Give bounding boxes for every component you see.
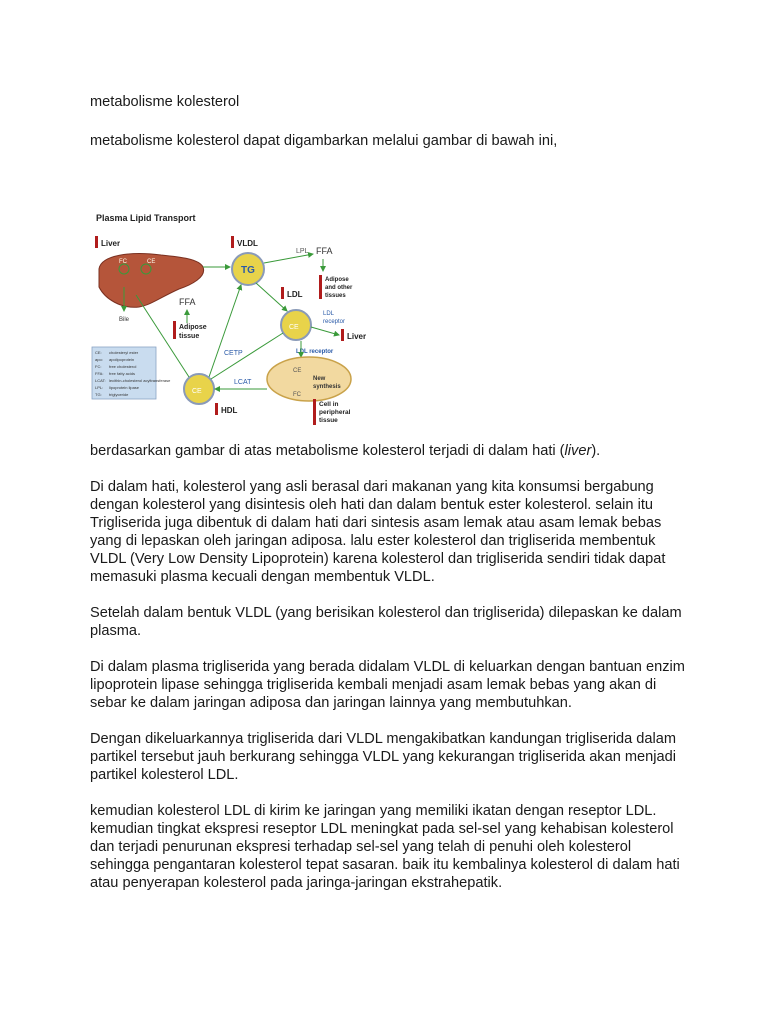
- liver-fc-label: FC: [119, 259, 127, 265]
- ldl-ce-label: CE: [289, 324, 299, 331]
- new-synthesis-label-1: New: [313, 376, 326, 382]
- legend-desc: cholesteryl ester: [109, 350, 139, 355]
- paragraph-3: Setelah dalam bentuk VLDL (yang berisikan kolesterol dan trigliserida) dilepaskan ke dalam plasma.: [90, 605, 682, 639]
- paragraph-2: Di dalam hati, kolesterol yang asli berasal dari makanan yang kita konsumsi bergabung dengan kolesterol yang disintesis oleh hati dan dalam bentuk ester kolesterol. selain itu Trigliserida juga dibentuk di dalam hati dari sintesis asam lemak atau asam lemak bebas yang di lepaskan oleh jaringan adiposa. lalu ester kolesterol dan trigliserida membentuk VLDL (Very Low Density Lipoprotein) karena kolesterol dan trigliserida sendiri tidak dapat memasuki plasma kecuali dengan membentuk VLDL.: [90, 479, 666, 585]
- new-synthesis-label-2: synthesis: [313, 384, 341, 390]
- liver-ce-label: CE: [147, 259, 156, 265]
- ldl-receptor-label-1: LDL: [323, 311, 335, 317]
- ffa-mid-label: FFA: [179, 297, 196, 307]
- liver-right-label: Liver: [347, 332, 367, 341]
- vldl-to-ffa-arrow: [264, 254, 313, 263]
- legend-desc: lipoprotein lipase: [109, 385, 140, 390]
- adipose-other-label-3: tissues: [325, 293, 346, 299]
- legend-abbr: apo:: [95, 357, 103, 362]
- cell-label-2: peripheral: [319, 409, 351, 416]
- paragraph-1-italic: liver: [564, 443, 592, 459]
- vldl-tg-label: TG: [241, 265, 255, 276]
- plasma-lipid-transport-figure: [91, 207, 369, 427]
- hdl-label: HDL: [221, 406, 238, 415]
- legend-abbr: FC:: [95, 364, 102, 369]
- legend-desc: triglyceride: [109, 392, 129, 397]
- adipose-other-label-2: and other: [325, 285, 353, 291]
- vldl-label: VLDL: [237, 239, 258, 248]
- legend-abbr: FFA:: [95, 371, 104, 376]
- cell-ce-label: CE: [293, 368, 302, 374]
- liver-marker: [95, 236, 98, 248]
- paragraph-5: Dengan dikeluarkannya trigliserida dari VLDL mengakibatkan kandungan trigliserida dalam partikel tersebut jauh berkurang sehingga VLDL yang kekurangan trigliserida akan menjadi partikel kolesterol LDL.: [90, 731, 677, 783]
- ldl-to-liver-arrow: [311, 327, 339, 335]
- legend-desc: lecithin-cholesterol acyltransferase: [109, 378, 171, 383]
- adipose-other-label-1: Adipose: [325, 277, 349, 283]
- adipose-tissue-marker: [173, 321, 176, 339]
- paragraph-1-suffix: ).: [591, 443, 601, 459]
- legend-abbr: CE:: [95, 350, 102, 355]
- cell-marker: [313, 399, 316, 425]
- peripheral-cell: [267, 357, 351, 401]
- cell-label-3: tissue: [319, 417, 338, 424]
- liver-label: Liver: [101, 239, 121, 248]
- legend-abbr: LPL:: [95, 385, 104, 390]
- lipid-transport-diagram: [91, 207, 369, 427]
- ldl-marker: [281, 287, 284, 299]
- paragraph-1-prefix: berdasarkan gambar di atas metabolisme kolesterol terjadi di dalam hati (: [90, 443, 565, 459]
- legend-desc: apolipoprotein: [109, 357, 135, 362]
- liver-right-marker: [341, 329, 344, 341]
- legend-desc: free fatty acids: [109, 371, 136, 376]
- cetp-label: CETP: [224, 350, 243, 357]
- document-heading: metabolisme kolesterol: [90, 94, 240, 110]
- lpl-label: LPL: [296, 248, 309, 255]
- adipose-other-marker: [319, 275, 322, 299]
- ffa-top-label: FFA: [316, 246, 333, 256]
- body-text: [90, 442, 690, 910]
- paragraph-1: [90, 442, 690, 460]
- cell-label-1: Cell in: [319, 401, 339, 408]
- legend-abbr: TG:: [95, 392, 102, 397]
- paragraph-6: kemudian kolesterol LDL di kirim ke jaringan yang memiliki ikatan dengan reseptor LDL. kemudian tingkat ekspresi reseptor LDL meningkat pada sel-sel yang kehabisan kolesterol dan terjadi penurunan ekspresi terhadap sel-sel yang telah di penuhi oleh kolesterol sehingga pengantaran kolesterol tepat sasaran. baik itu kembalinya kolesterol di dalam hati atau penyerapan kolesterol pada jaringa-jaringan ekstrahepatik.: [90, 803, 680, 891]
- adipose-tissue-label-2: tissue: [179, 333, 200, 340]
- paragraph-4: Di dalam plasma trigliserida yang berada didalam VLDL di keluarkan dengan bantuan enzim lipoprotein lipase sehingga trigliserida kembali menjadi asam lemak bebas yang akan di sebar ke dalam jaringan adiposa dan jaringan lainnya yang membutuhkan.: [90, 659, 685, 711]
- legend-desc: free cholesterol: [109, 364, 137, 369]
- ldl-receptor-cell-label: LDL receptor: [296, 349, 334, 355]
- cell-fc-label: FC: [293, 392, 301, 398]
- hdl-ce-label: CE: [192, 388, 202, 395]
- bile-label: Bile: [119, 317, 130, 323]
- figure-title: Plasma Lipid Transport: [96, 213, 196, 223]
- adipose-tissue-label-1: Adipose: [179, 324, 207, 331]
- legend-abbr: LCAT:: [95, 378, 106, 383]
- hdl-marker: [215, 403, 218, 415]
- ldl-receptor-label-2: receptor: [323, 319, 346, 325]
- intro-paragraph: metabolisme kolesterol dapat digambarkan melalui gambar di bawah ini,: [90, 133, 558, 149]
- vldl-marker: [231, 236, 234, 248]
- ldl-label: LDL: [287, 290, 303, 299]
- lcat-label: LCAT: [234, 379, 252, 386]
